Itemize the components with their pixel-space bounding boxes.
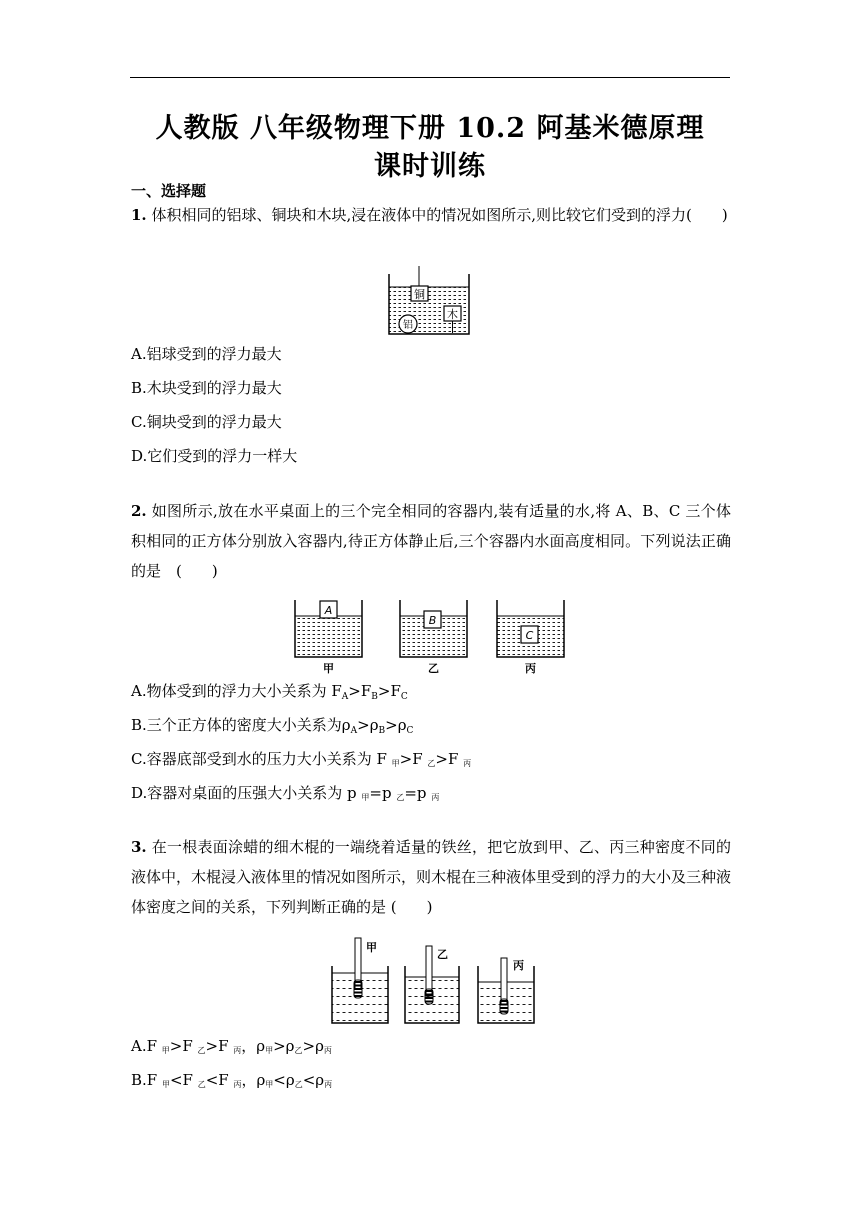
q1-aluminum-label: 铝 (403, 320, 413, 331)
q2-block-a-label: A (324, 604, 333, 617)
q2-label-bing: 丙 (525, 662, 536, 675)
q3-stick-bing (501, 958, 507, 1004)
question-text: 如图所示,放在水平桌面上的三个完全相同的容器内,装有适量的水,将 A、B、C 三个体积相同的正方体分别放入容器内,待正方体静止后,三个容器内水面高度相同。下列说法正确的是 ( ) (131, 502, 731, 580)
subscript: 丙 (324, 1080, 333, 1089)
option-text: =p (369, 784, 397, 802)
subscript: 甲 (265, 1046, 274, 1055)
subscript: 乙 (396, 793, 405, 802)
subscript: A (341, 692, 349, 702)
q2-option-c (131, 749, 471, 774)
q2-option-a-text: A.物体受到的浮力大小关系为 F (131, 682, 342, 700)
q2-label-yi: 乙 (428, 662, 439, 675)
subscript: 丙 (233, 1080, 242, 1089)
q3-option-b (131, 1070, 332, 1095)
subscript: 乙 (427, 759, 436, 768)
option-text: >ρ (385, 716, 407, 734)
q2-option-d-text: D.容器对桌面的压强大小关系为 p (131, 784, 362, 802)
subscript: 乙 (197, 1046, 206, 1055)
option-text: ，ρ (241, 1071, 266, 1089)
q1-option-c: C.铜块受到的浮力最大 (131, 413, 282, 431)
subscript: 丙 (323, 1046, 332, 1055)
q2-option-b-text: B.三个正方体的密度大小关系为ρ (131, 716, 351, 734)
subscript: 甲 (265, 1080, 274, 1089)
q2-block-c-label: C (525, 629, 534, 642)
option-text: >F (399, 750, 428, 768)
q3-label-bing: 丙 (513, 959, 524, 972)
subscript: 丙 (463, 759, 472, 768)
page-title: 人教版 八年级物理下册 10.2 阿基米德原理 (155, 113, 705, 144)
option-text: ，ρ (241, 1037, 266, 1055)
option-text: <F (169, 1071, 198, 1089)
subscript: 丙 (431, 793, 440, 802)
q2-figure (292, 597, 572, 677)
q2-label-jia: 甲 (323, 662, 334, 675)
q3-label-yi: 乙 (437, 948, 448, 961)
q1-option-d: D.它们受到的浮力一样大 (131, 447, 298, 465)
option-text: <ρ (302, 1071, 325, 1089)
q1-copper-label: 铜 (414, 288, 425, 301)
subscript: B (371, 692, 378, 702)
q3-option-a (131, 1036, 332, 1061)
option-text: <F (205, 1071, 234, 1089)
option-text: >F (205, 1037, 234, 1055)
question-3 (131, 832, 731, 922)
option-text: =p (404, 784, 432, 802)
q3-figure (330, 936, 540, 1028)
section-heading: 一、选择题 (131, 182, 207, 200)
q1-wood-label: 木 (447, 308, 458, 321)
question-text: 体积相同的铝球、铜块和木块,浸在液体中的情况如图所示,则比较它们受到的浮力( ) (151, 206, 728, 224)
q1-figure (388, 266, 470, 336)
subscript: C (406, 726, 414, 736)
q2-water-jia (295, 616, 362, 657)
subscript: 甲 (161, 1046, 170, 1055)
option-text: >ρ (357, 716, 379, 734)
question-text: 在一根表面涂蜡的细木棍的一端绕着适量的铁丝，把它放到甲、乙、丙三种密度不同的液体中，木棍浸入液体里的情况如图所示，则木棍在三种液体里受到的浮力的大小及三种液体密度之间的关系，下列判断正确的是 ( ) (131, 838, 732, 916)
q2-option-c-text: C.容器底部受到水的压力大小关系为 F (131, 750, 392, 768)
question-2 (131, 496, 731, 586)
subscript: C (400, 692, 408, 702)
question-1 (131, 200, 731, 230)
option-text: >F (435, 750, 464, 768)
q1-option-a: A.铝球受到的浮力最大 (131, 345, 282, 363)
subscript: 乙 (197, 1080, 206, 1089)
option-text: <ρ (273, 1071, 295, 1089)
subscript: 甲 (391, 759, 400, 768)
q2-block-b-label: B (428, 614, 437, 627)
subscript: A (350, 726, 358, 736)
subscript: 丙 (233, 1046, 242, 1055)
q3-option-b-text: B.F (131, 1071, 162, 1089)
subscript: B (378, 726, 386, 736)
q3-label-jia: 甲 (366, 941, 377, 954)
option-text: >ρ (273, 1037, 295, 1055)
q3-option-a-text: A.F (131, 1037, 162, 1055)
q2-option-b (131, 715, 413, 741)
option-text: >F (377, 682, 401, 700)
subscript: 甲 (161, 1080, 170, 1089)
page-subtitle: 课时训练 (374, 151, 486, 182)
q1-option-b: B.木块受到的浮力最大 (131, 379, 282, 397)
q2-option-a (131, 681, 408, 707)
top-rule (130, 77, 730, 78)
option-text: >F (169, 1037, 198, 1055)
option-text: >F (348, 682, 372, 700)
subscript: 甲 (361, 793, 370, 802)
question-number: 3. (131, 838, 147, 856)
q2-option-d (131, 783, 439, 808)
option-text: >ρ (302, 1037, 324, 1055)
subscript: 乙 (294, 1046, 303, 1055)
subscript: 乙 (294, 1080, 303, 1089)
question-number: 2. (131, 502, 147, 520)
question-number: 1. (131, 206, 147, 224)
